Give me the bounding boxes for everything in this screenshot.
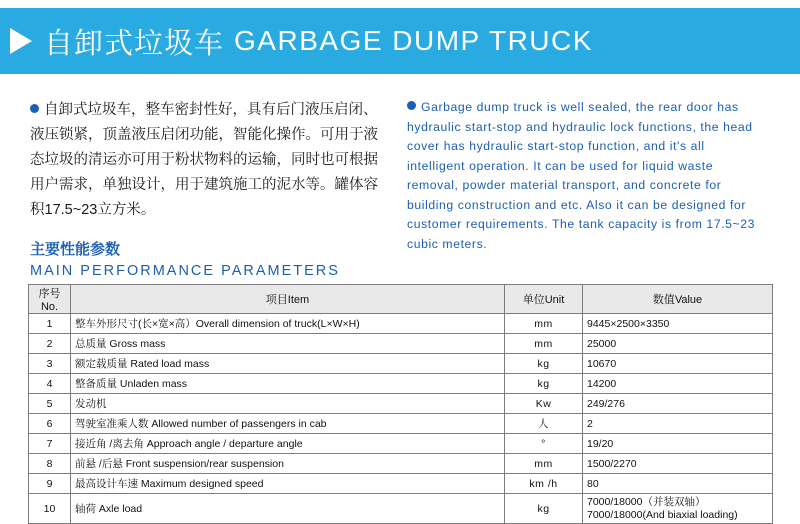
cell-unit: kg: [505, 374, 583, 394]
cell-item: 整车外形尺寸(长×宽×高）Overall dimension of truck(L×W×H): [71, 314, 505, 334]
cell-unit: 人: [505, 414, 583, 434]
cell-item: 发动机: [71, 394, 505, 414]
cell-no: 3: [29, 354, 71, 374]
parameters-table: [28, 284, 773, 524]
cell-item: 最高设计车速 Maximum designed speed: [71, 474, 505, 494]
description-text-cn: 自卸式垃圾车，整车密封性好，具有后门液压启闭、液压锁紧，顶盖液压启闭功能，智能化操作。可用于液态垃圾的清运亦可用于粉状物料的运输，同时也可根据用户需求，单独设计，用于建筑施工的泥水等。罐体容积17.5~23立方米。: [30, 102, 378, 218]
table-row: [29, 374, 773, 394]
description-text-en: Garbage dump truck is well sealed, the rear door has hydraulic start-stop and hydraulic lock functions, the head cover has hydraulic start-stop function, and it's all intelligent operation. It can be used for liquid waste removal, powder material transport, and concrete for building construction and etc. Also it can be designed for customer requirements. The tank capacity is from 17.5~23 cubic meters.: [407, 100, 756, 251]
cell-value: 80: [583, 474, 773, 494]
table-row: [29, 414, 773, 434]
table-row: [29, 314, 773, 334]
cell-value: 25000: [583, 334, 773, 354]
section-heading-cn: 主要性能参数: [30, 241, 121, 258]
cell-value: [583, 494, 773, 524]
cell-value: 2: [583, 414, 773, 434]
cell-unit: °: [505, 434, 583, 454]
cell-item: 轴荷 Axle load: [71, 494, 505, 524]
section-heading-en: MAIN PERFORMANCE PARAMETERS: [30, 263, 340, 279]
cell-item: 接近角 /离去角 Approach angle / departure angle: [71, 434, 505, 454]
column-header-no: 序号No.: [29, 285, 71, 314]
table-header-row: [29, 285, 773, 314]
parameters-table-wrapper: [28, 284, 772, 524]
table-row: [29, 434, 773, 454]
cell-unit: mm: [505, 334, 583, 354]
cell-value: 249/276: [583, 394, 773, 414]
cell-value: 14200: [583, 374, 773, 394]
cell-no: 2: [29, 334, 71, 354]
bullet-icon: [30, 104, 39, 113]
page-title-en: GARBAGE DUMP TRUCK: [234, 25, 593, 56]
column-header-value: 数值Value: [583, 285, 773, 314]
cell-no: 5: [29, 394, 71, 414]
cell-unit: km /h: [505, 474, 583, 494]
section-heading: [30, 240, 340, 282]
cell-no: 8: [29, 454, 71, 474]
cell-value: 10670: [583, 354, 773, 374]
bullet-icon: [407, 101, 416, 110]
cell-no: 6: [29, 414, 71, 434]
cell-no: 7: [29, 434, 71, 454]
cell-unit: kg: [505, 494, 583, 524]
description-column-en: [407, 98, 762, 254]
cell-value-line2: 7000/18000(And biaxial loading): [587, 508, 738, 521]
cell-value: 1500/2270: [583, 454, 773, 474]
cell-item: 整备质量 Unladen mass: [71, 374, 505, 394]
table-row: [29, 494, 773, 524]
cell-value: 9445×2500×3350: [583, 314, 773, 334]
cell-value: 19/20: [583, 434, 773, 454]
column-header-item: 项目Item: [71, 285, 505, 314]
cell-unit: Kw: [505, 394, 583, 414]
cell-unit: mm: [505, 314, 583, 334]
cell-no: 1: [29, 314, 71, 334]
cell-no: 10: [29, 494, 71, 524]
cell-item: 前悬 /后悬 Front suspension/rear suspension: [71, 454, 505, 474]
table-row: [29, 394, 773, 414]
table-row: [29, 354, 773, 374]
cell-item: 驾驶室准乘人数 Allowed number of passengers in cab: [71, 414, 505, 434]
cell-item: 总质量 Gross mass: [71, 334, 505, 354]
table-row: [29, 334, 773, 354]
cell-item: 额定载质量 Rated load mass: [71, 354, 505, 374]
cell-value-line1: 7000/18000（并装双轴）: [587, 496, 706, 508]
table-row: [29, 454, 773, 474]
description-column-cn: [30, 98, 385, 254]
table-row: [29, 474, 773, 494]
cell-no: 9: [29, 474, 71, 494]
column-header-unit: 单位Unit: [505, 285, 583, 314]
header-banner: [0, 8, 800, 74]
description-block: [30, 98, 770, 254]
cell-unit: mm: [505, 454, 583, 474]
triangle-right-icon: [10, 28, 32, 54]
page-title-cn: 自卸式垃圾车: [44, 27, 225, 60]
cell-unit: kg: [505, 354, 583, 374]
cell-no: 4: [29, 374, 71, 394]
